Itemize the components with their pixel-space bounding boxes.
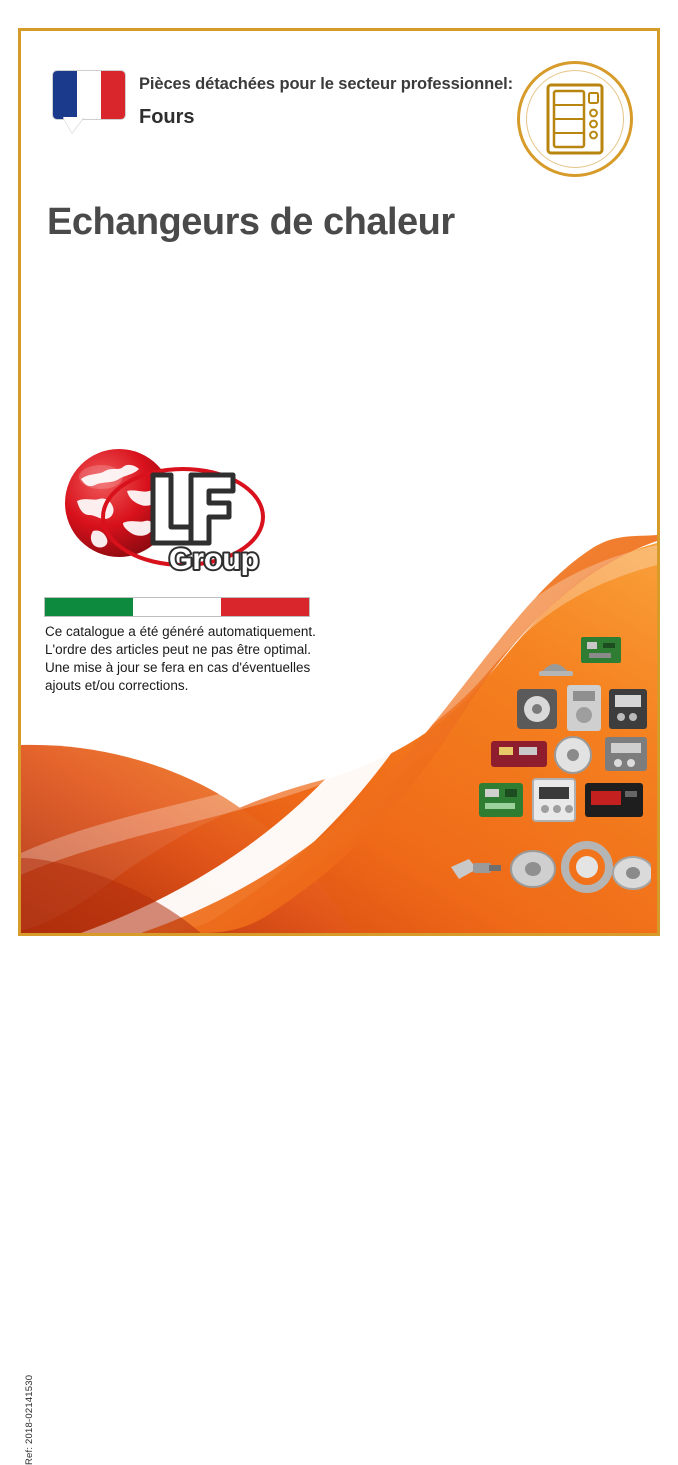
product-thumb: [613, 857, 651, 889]
product-thumb: [555, 737, 591, 773]
disclaimer-text: [45, 623, 375, 695]
italy-band-white: [133, 598, 221, 616]
reference-wrapper: [20, 730, 35, 1465]
product-thumb: [479, 783, 523, 817]
header-subtitle: Pièces détachées pour le secteur professionnel:: [139, 75, 514, 93]
italy-band-red: [221, 598, 309, 616]
reference-label: Ref: 2018-02141530: [24, 1374, 35, 1465]
italy-band-green: [45, 598, 133, 616]
logo-letters: [153, 475, 233, 543]
flag-band-red: [101, 71, 125, 119]
product-thumb: [581, 637, 621, 663]
logo-word: [169, 543, 259, 576]
header: [21, 31, 657, 181]
product-thumb: [451, 859, 501, 879]
product-thumb: [491, 741, 547, 767]
product-thumb: [605, 737, 647, 771]
product-thumb: [585, 783, 643, 817]
flag-band-blue: [53, 71, 77, 119]
product-thumb: [533, 779, 575, 821]
product-thumb: [609, 689, 647, 729]
product-thumb: [517, 689, 557, 729]
flag-band-white: [77, 71, 101, 119]
france-flag-icon: [53, 71, 125, 119]
svg-text:Group: Group: [169, 543, 259, 576]
disclaimer-line-1: Ce catalogue a été généré automatiquement.: [45, 624, 316, 639]
disclaimer-line-4: ajouts et/ou corrections.: [45, 678, 189, 693]
product-thumb: [567, 685, 601, 731]
product-photos-svg: [421, 637, 651, 927]
disclaimer-line-3: Une mise à jour se fera en cas d'éventuelles: [45, 660, 311, 675]
header-text: [139, 73, 519, 129]
product-thumb: [539, 664, 573, 676]
bubble-tail: [63, 117, 84, 133]
header-category: Fours: [139, 106, 195, 128]
logo-svg: [41, 431, 311, 611]
oven-badge: [517, 61, 633, 177]
product-photo-cluster: [421, 637, 651, 927]
disclaimer-line-2: L'ordre des articles peut ne pas être optimal.: [45, 642, 311, 657]
lf-group-logo: [41, 431, 311, 611]
product-thumb: [511, 851, 555, 887]
italy-flag-icon: [44, 597, 310, 617]
france-flag-bubble: [53, 71, 125, 119]
product-thumb: [565, 845, 609, 889]
oven-icon: [546, 83, 604, 155]
page-border: [18, 28, 660, 936]
page-title: Echangeurs de chaleur: [47, 201, 455, 243]
